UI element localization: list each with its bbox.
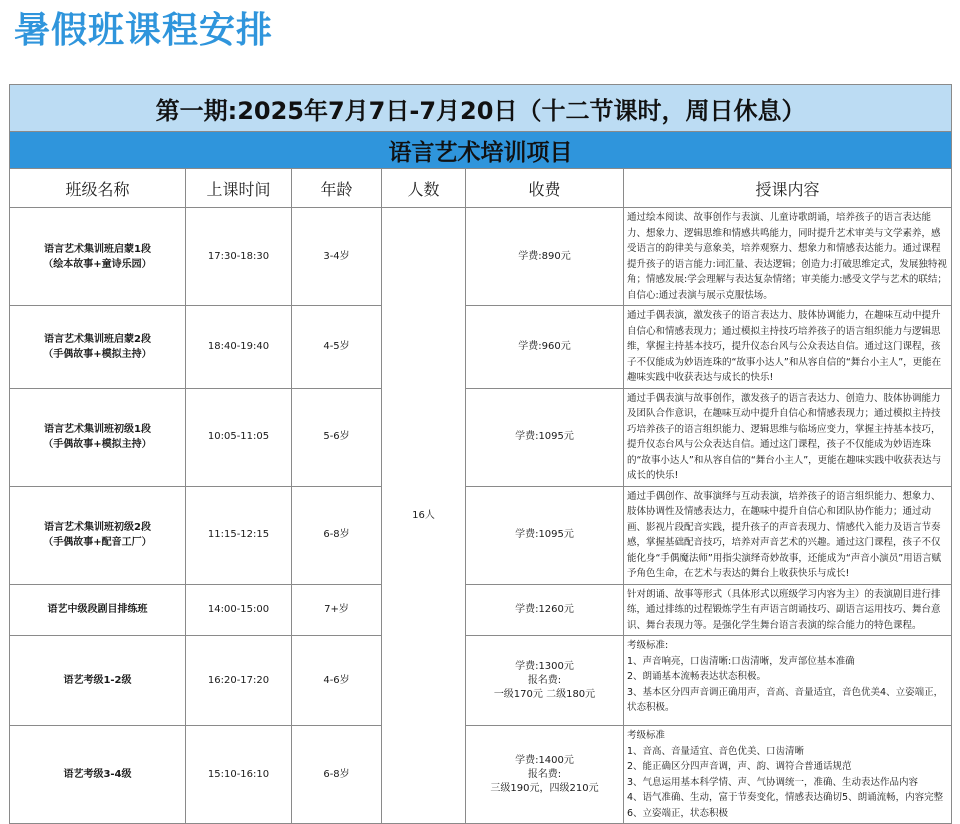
header-headcount: 人数	[382, 169, 466, 208]
fee-cell	[466, 306, 624, 389]
table-row	[10, 636, 952, 726]
table-row	[10, 584, 952, 636]
class-name: 语艺考级1-2级	[63, 675, 132, 686]
header-class-name: 班级名称	[10, 169, 186, 208]
fee-line: 学费:1260元	[515, 603, 574, 615]
class-name-cell	[10, 208, 186, 306]
time-cell: 17:30-18:30	[186, 208, 292, 306]
fee-line: 报名费:	[527, 674, 562, 686]
table-row	[10, 726, 952, 824]
header-age: 年龄	[292, 169, 382, 208]
time-cell: 15:10-16:10	[186, 726, 292, 824]
fee-cell	[466, 208, 624, 306]
table-row	[10, 306, 952, 389]
age-cell: 5-6岁	[292, 388, 382, 486]
class-name: 语言艺术集训班初级1段	[44, 424, 151, 435]
content-cell	[624, 208, 952, 306]
class-name-cell	[10, 486, 186, 584]
content-line: 3、气息运用基本科学情、声、气协调统一，准确、生动表达作品内容	[627, 776, 919, 788]
table-row	[10, 388, 952, 486]
schedule-table	[9, 84, 952, 824]
fee-line: 三级190元，四级210元	[490, 782, 599, 794]
class-name-cell	[10, 726, 186, 824]
class-subtitle: （手偶故事+模拟主持）	[43, 348, 152, 360]
age-cell: 4-5岁	[292, 306, 382, 389]
content-line: 1、音高、音量适宜、音色优美、口齿清晰	[627, 745, 805, 757]
content-line: 考级标准:	[627, 640, 669, 651]
content-line: 通过手偶表演与故事创作，激发孩子的语言表达力、创造力、肢体协调能力及团队合作意识，在趣味互动中提升自信心和情感表现力；通过模拟主持技巧培养孩子的语言组织能力、逻辑思维与临场应变力，掌握主持基本技巧，提升仪态台风与公众表达自信。通过这门课程，孩子不仅能成为妙语连珠的“故事小达人”和从容自信的“舞台小主人”，更能在趣味实践中收获表达与成长的快乐!	[627, 392, 942, 481]
class-subtitle: （手偶故事+模拟主持）	[43, 439, 152, 450]
time-cell: 11:15-12:15	[186, 486, 292, 584]
content-cell	[624, 486, 952, 584]
period-banner: 第一期:2025年7月7日-7月20日（十二节课时，周日休息）	[10, 85, 952, 132]
fee-line: 学费:890元	[518, 250, 571, 262]
content-line: 1、声音响亮，口齿清晰:口齿清晰，发声部位基本准确	[627, 655, 855, 667]
age-cell: 4-6岁	[292, 636, 382, 726]
time-cell: 14:00-15:00	[186, 584, 292, 636]
content-line: 2、朗诵基本流畅表达状态积极。	[627, 671, 767, 682]
class-subtitle: （绘本故事+童诗乐园）	[43, 258, 152, 270]
class-name: 语言艺术集训班初级2段	[44, 522, 151, 533]
fee-cell	[466, 486, 624, 584]
time-cell: 18:40-19:40	[186, 306, 292, 389]
content-cell	[624, 636, 952, 726]
fee-line: 学费:1300元	[515, 660, 574, 672]
content-cell	[624, 584, 952, 636]
fee-cell	[466, 584, 624, 636]
content-line: 2、能正确区分四声音调，声、韵、调符合普通话规范	[627, 761, 852, 772]
class-name-cell	[10, 584, 186, 636]
content-cell	[624, 388, 952, 486]
project-banner: 语言艺术培训项目	[10, 132, 952, 169]
content-line: 通过手偶创作、故事演绎与互动表演，培养孩子的语言组织能力、想象力、肢体协调性及情感表达力，在趣味中提升自信心和团队协作能力；通过动画、影视片段配音实践，提升孩子的声音表现力、情感代入能力及语言节奏感，掌握基础配音技巧，培养对声音艺术的兴趣。通过这门课程，孩子不仅能化身“手偶魔法师”用指尖演绎奇妙故事，还能成为“声音小演员”用语言赋予角色生命，在艺术与表达的舞台上收获快乐与成长!	[627, 490, 942, 579]
header-time: 上课时间	[186, 169, 292, 208]
class-name-cell	[10, 388, 186, 486]
class-name: 语艺中级段剧目排练班	[47, 604, 148, 616]
content-line: 考级标准	[627, 730, 666, 741]
time-cell: 10:05-11:05	[186, 388, 292, 486]
class-name-cell	[10, 636, 186, 726]
age-cell: 6-8岁	[292, 726, 382, 824]
page-title: 暑假班课程安排	[14, 10, 274, 51]
fee-cell	[466, 726, 624, 824]
headcount-cell: 16人	[382, 208, 466, 824]
fee-line: 报名费:	[527, 768, 562, 780]
table-row	[10, 486, 952, 584]
content-cell	[624, 726, 952, 824]
age-cell: 6-8岁	[292, 486, 382, 584]
fee-cell	[466, 388, 624, 486]
age-cell: 7+岁	[292, 584, 382, 636]
header-fee: 收费	[466, 169, 624, 208]
content-line: 通过手偶表演，激发孩子的语言表达力、肢体协调能力，在趣味互动中提升自信心和情感表现力；通过模拟主持技巧培养孩子的语言组织能力与逻辑思维，掌握主持基本技巧，提升仪态台风与公众表达自信。通过这门课程，孩子不仅能成为妙语连珠的“故事小达人”和从容自信的“舞台小主人”，更能在趣味实践中收获表达与成长的快乐!	[627, 310, 942, 383]
fee-line: 一级170元 二级180元	[493, 688, 596, 700]
class-name-cell	[10, 306, 186, 389]
fee-line: 学费:960元	[518, 340, 571, 352]
content-line: 针对朗诵、故事等形式（具体形式以班级学习内容为主）的表演剧目进行排练，通过排练的过程锻炼学生有声语言朗诵技巧、副语言运用技巧、舞台意识、舞台表现力等。是强化学生舞台语言表演的综合能力的特色课程。	[627, 588, 941, 631]
content-line: 6、立姿端正，状态积极	[627, 807, 729, 819]
content-cell	[624, 306, 952, 389]
table-header-row	[10, 169, 952, 208]
content-line: 通过绘本阅读、故事创作与表演、儿童诗歌朗诵，培养孩子的语言表达能力、想象力、逻辑思维和情感共鸣能力，同时提升艺术审美与文学素养，感受语言的韵律美与意象美，培养观察力、想象力和情感表达能力。通过课程提升孩子的语言能力:词汇量、表达逻辑；创造力:打破思维定式，发展独特视角；情感发展:学会理解与表达复杂情绪；审美能力:感受文学与艺术的联结；自信心:通过表演与展示克服怯场。	[627, 212, 947, 301]
class-subtitle: （手偶故事+配音工厂）	[43, 537, 152, 548]
fee-line: 学费:1095元	[515, 529, 574, 540]
table-row	[10, 208, 952, 306]
class-name: 语艺考级3-4级	[63, 769, 132, 780]
age-cell: 3-4岁	[292, 208, 382, 306]
content-line: 4、语气准确、生动，富于节奏变化，情感表达确切5、朗诵流畅，内容完整	[627, 792, 944, 803]
time-cell: 16:20-17:20	[186, 636, 292, 726]
fee-cell	[466, 636, 624, 726]
header-content: 授课内容	[624, 169, 952, 208]
fee-line: 学费:1400元	[515, 754, 574, 766]
fee-line: 学费:1095元	[515, 431, 574, 442]
content-line: 3、基本区分四声音调正确用声，音高、音量适宜，音色优美4、立姿端正，状态积极。	[627, 686, 944, 713]
class-name: 语言艺术集训班启蒙2段	[44, 333, 151, 345]
class-name: 语言艺术集训班启蒙1段	[44, 243, 151, 255]
